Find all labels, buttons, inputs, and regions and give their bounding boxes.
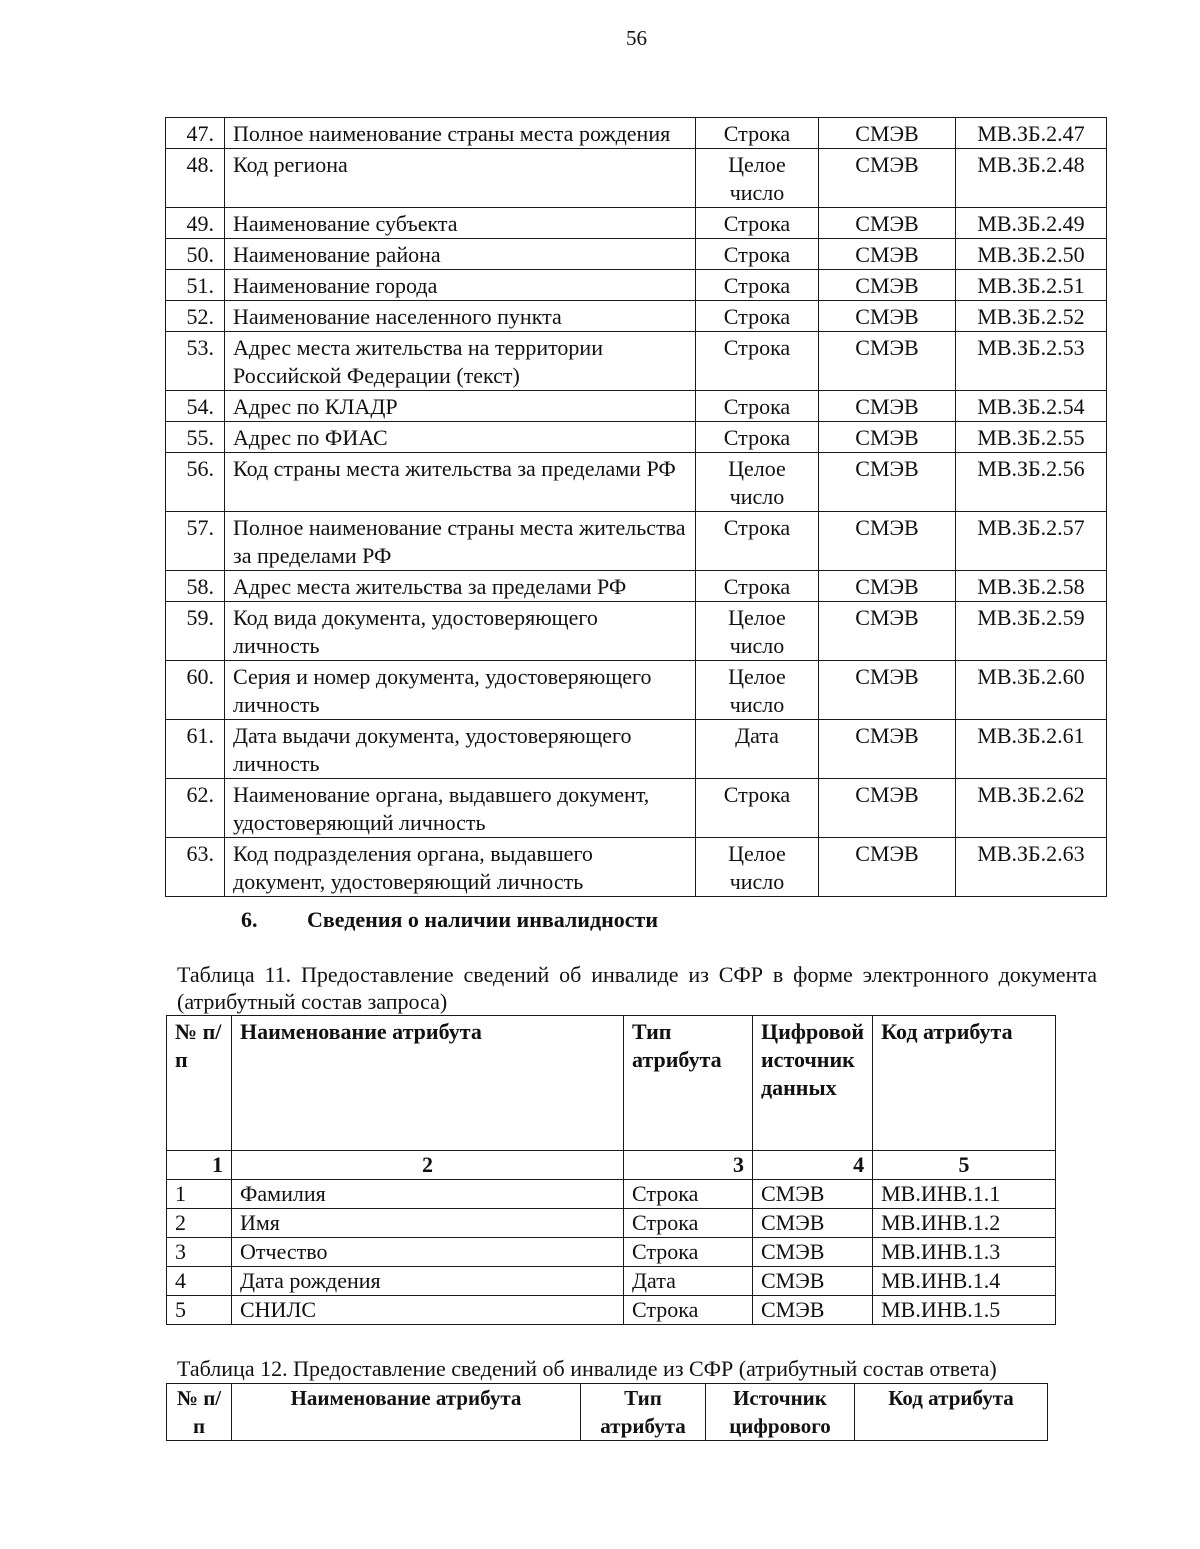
- page-number: 56: [626, 26, 647, 50]
- row-number: 4: [167, 1267, 232, 1296]
- attribute-type: Строка: [696, 779, 819, 838]
- data-source: СМЭВ: [753, 1238, 873, 1267]
- attribute-code: МВ.ЗБ.2.50: [956, 239, 1107, 270]
- attribute-code: МВ.ЗБ.2.57: [956, 512, 1107, 571]
- row-number: 5: [167, 1296, 232, 1325]
- table-12-header-name: Наименование атрибута: [232, 1384, 581, 1441]
- table-12-header-type: Тип атрибута: [581, 1384, 706, 1441]
- table-row: [166, 602, 1107, 661]
- data-source: СМЭВ: [819, 301, 956, 332]
- attribute-name: СНИЛС: [232, 1296, 624, 1325]
- data-source: СМЭВ: [819, 270, 956, 301]
- table-row: [167, 1296, 1056, 1325]
- row-number: 51.: [166, 270, 225, 301]
- data-source: СМЭВ: [753, 1180, 873, 1209]
- row-number: 1: [167, 1180, 232, 1209]
- section-number: 6.: [241, 907, 258, 932]
- attribute-name: Дата рождения: [232, 1267, 624, 1296]
- attribute-name: Серия и номер документа, удостоверяющего личность: [225, 661, 696, 720]
- table-11-header-code: Код атрибута: [873, 1016, 1056, 1151]
- row-number: 47.: [166, 118, 225, 149]
- attribute-name: Код региона: [225, 149, 696, 208]
- attribute-code: МВ.ИНВ.1.1: [873, 1180, 1056, 1209]
- attribute-code: МВ.ЗБ.2.49: [956, 208, 1107, 239]
- attribute-type: Целое число: [696, 602, 819, 661]
- attribute-code: МВ.ЗБ.2.61: [956, 720, 1107, 779]
- attribute-type: Строка: [696, 332, 819, 391]
- row-number: 56.: [166, 453, 225, 512]
- attribute-type: Строка: [624, 1296, 753, 1325]
- data-source: СМЭВ: [819, 453, 956, 512]
- row-number: 54.: [166, 391, 225, 422]
- attribute-type: Строка: [696, 422, 819, 453]
- table-12-header-row: [167, 1384, 1048, 1441]
- table-11-header-name: Наименование атрибута: [232, 1016, 624, 1151]
- table-row: [166, 571, 1107, 602]
- row-number: 61.: [166, 720, 225, 779]
- table-row: [167, 1180, 1056, 1209]
- attribute-name: Код страны места жительства за пределами РФ: [225, 453, 696, 512]
- attribute-code: МВ.ИНВ.1.3: [873, 1238, 1056, 1267]
- data-source: СМЭВ: [753, 1296, 873, 1325]
- attribute-code: МВ.ЗБ.2.60: [956, 661, 1107, 720]
- data-source: СМЭВ: [819, 391, 956, 422]
- section-heading: [241, 907, 658, 933]
- attribute-type: Целое число: [696, 149, 819, 208]
- data-source: СМЭВ: [819, 512, 956, 571]
- attribute-type: Строка: [696, 512, 819, 571]
- table-11-header-type: Тип атрибута: [624, 1016, 753, 1151]
- attribute-name: Фамилия: [232, 1180, 624, 1209]
- attribute-name: Наименование района: [225, 239, 696, 270]
- data-source: СМЭВ: [819, 118, 956, 149]
- attribute-type: Строка: [696, 391, 819, 422]
- attribute-code: МВ.ЗБ.2.48: [956, 149, 1107, 208]
- row-number: 60.: [166, 661, 225, 720]
- attribute-code: МВ.ЗБ.2.54: [956, 391, 1107, 422]
- table-11-index-cell: 1: [167, 1151, 232, 1180]
- table-row: [166, 118, 1107, 149]
- attribute-name: Адрес по ФИАС: [225, 422, 696, 453]
- row-number: 3: [167, 1238, 232, 1267]
- table-row: [167, 1209, 1056, 1238]
- table-11-index-cell: 3: [624, 1151, 753, 1180]
- attribute-code: МВ.ЗБ.2.58: [956, 571, 1107, 602]
- attributes-table-continued: [165, 117, 1107, 897]
- attribute-type: Дата: [624, 1267, 753, 1296]
- attribute-code: МВ.ЗБ.2.56: [956, 453, 1107, 512]
- attribute-type: Строка: [624, 1180, 753, 1209]
- data-source: СМЭВ: [819, 779, 956, 838]
- table-row: [166, 208, 1107, 239]
- data-source: СМЭВ: [819, 720, 956, 779]
- table-row: [166, 453, 1107, 512]
- data-source: СМЭВ: [819, 602, 956, 661]
- data-source: СМЭВ: [819, 838, 956, 897]
- table-12-header-source: Источник цифрового: [706, 1384, 855, 1441]
- table-row: [167, 1238, 1056, 1267]
- attribute-name: Код подразделения органа, выдавшего документ, удостоверяющий личность: [225, 838, 696, 897]
- attribute-code: МВ.ИНВ.1.4: [873, 1267, 1056, 1296]
- row-number: 52.: [166, 301, 225, 332]
- row-number: 63.: [166, 838, 225, 897]
- attribute-code: МВ.ИНВ.1.5: [873, 1296, 1056, 1325]
- table-11: [166, 1015, 1056, 1325]
- table-row: [166, 301, 1107, 332]
- attribute-type: Строка: [696, 208, 819, 239]
- attribute-type: Строка: [624, 1209, 753, 1238]
- attribute-code: МВ.ЗБ.2.62: [956, 779, 1107, 838]
- data-source: СМЭВ: [819, 332, 956, 391]
- attribute-name: Полное наименование страны места жительства за пределами РФ: [225, 512, 696, 571]
- attribute-type: Дата: [696, 720, 819, 779]
- row-number: 62.: [166, 779, 225, 838]
- table-11-header-num: № п/п: [167, 1016, 232, 1151]
- attribute-name: Код вида документа, удостоверяющего личность: [225, 602, 696, 661]
- data-source: СМЭВ: [753, 1209, 873, 1238]
- attribute-name: Адрес по КЛАДР: [225, 391, 696, 422]
- row-number: 59.: [166, 602, 225, 661]
- table-row: [166, 149, 1107, 208]
- table-12-caption: Таблица 12. Предоставление сведений об инвалиде из СФР (атрибутный состав ответа): [177, 1356, 997, 1381]
- attributes-table-body: [166, 118, 1107, 897]
- attribute-name: Имя: [232, 1209, 624, 1238]
- table-11-index-cell: 2: [232, 1151, 624, 1180]
- row-number: 48.: [166, 149, 225, 208]
- table-11-caption: Таблица 11. Предоставление сведений об инвалиде из СФР в форме электронного документа (атрибутный состав запроса): [177, 962, 1097, 1014]
- data-source: СМЭВ: [753, 1267, 873, 1296]
- section-title: Сведения о наличии инвалидности: [307, 907, 659, 932]
- data-source: СМЭВ: [819, 422, 956, 453]
- attribute-type: Целое число: [696, 453, 819, 512]
- attribute-code: МВ.ЗБ.2.63: [956, 838, 1107, 897]
- data-source: СМЭВ: [819, 571, 956, 602]
- row-number: 2: [167, 1209, 232, 1238]
- row-number: 58.: [166, 571, 225, 602]
- table-row: [166, 391, 1107, 422]
- attribute-type: Целое число: [696, 838, 819, 897]
- attribute-name: Полное наименование страны места рождения: [225, 118, 696, 149]
- attribute-type: Строка: [624, 1238, 753, 1267]
- table-row: [166, 720, 1107, 779]
- row-number: 49.: [166, 208, 225, 239]
- table-row: [166, 332, 1107, 391]
- table-11-index-cell: 5: [873, 1151, 1056, 1180]
- table-12-header-code: Код атрибута: [855, 1384, 1048, 1441]
- attribute-code: МВ.ЗБ.2.47: [956, 118, 1107, 149]
- table-row: [166, 661, 1107, 720]
- attribute-name: Адрес места жительства на территории Российской Федерации (текст): [225, 332, 696, 391]
- row-number: 50.: [166, 239, 225, 270]
- attribute-code: МВ.ЗБ.2.52: [956, 301, 1107, 332]
- attribute-name: Наименование города: [225, 270, 696, 301]
- table-12-header-num: № п/п: [167, 1384, 232, 1441]
- table-row: [166, 838, 1107, 897]
- row-number: 55.: [166, 422, 225, 453]
- attribute-type: Строка: [696, 571, 819, 602]
- table-row: [166, 422, 1107, 453]
- table-11-header-row: [167, 1016, 1056, 1151]
- data-source: СМЭВ: [819, 661, 956, 720]
- attribute-code: МВ.ЗБ.2.51: [956, 270, 1107, 301]
- table-11-index-row: [167, 1151, 1056, 1180]
- table-12: [166, 1383, 1048, 1441]
- table-row: [166, 270, 1107, 301]
- data-source: СМЭВ: [819, 239, 956, 270]
- attribute-name: Адрес места жительства за пределами РФ: [225, 571, 696, 602]
- attribute-name: Отчество: [232, 1238, 624, 1267]
- attribute-type: Строка: [696, 239, 819, 270]
- data-source: СМЭВ: [819, 149, 956, 208]
- attribute-type: Строка: [696, 118, 819, 149]
- attribute-type: Целое число: [696, 661, 819, 720]
- table-row: [166, 239, 1107, 270]
- attribute-name: Наименование органа, выдавшего документ, удостоверяющий личность: [225, 779, 696, 838]
- table-row: [167, 1267, 1056, 1296]
- table-11-header-source: Цифровой источник данных: [753, 1016, 873, 1151]
- attribute-type: Строка: [696, 270, 819, 301]
- table-row: [166, 779, 1107, 838]
- attribute-name: Наименование населенного пункта: [225, 301, 696, 332]
- attribute-code: МВ.ИНВ.1.2: [873, 1209, 1056, 1238]
- attribute-type: Строка: [696, 301, 819, 332]
- table-11-index-cell: 4: [753, 1151, 873, 1180]
- attribute-code: МВ.ЗБ.2.59: [956, 602, 1107, 661]
- data-source: СМЭВ: [819, 208, 956, 239]
- row-number: 53.: [166, 332, 225, 391]
- table-row: [166, 512, 1107, 571]
- row-number: 57.: [166, 512, 225, 571]
- attribute-code: МВ.ЗБ.2.53: [956, 332, 1107, 391]
- attribute-name: Наименование субъекта: [225, 208, 696, 239]
- table-11-body: [167, 1151, 1056, 1325]
- attribute-code: МВ.ЗБ.2.55: [956, 422, 1107, 453]
- attribute-name: Дата выдачи документа, удостоверяющего личность: [225, 720, 696, 779]
